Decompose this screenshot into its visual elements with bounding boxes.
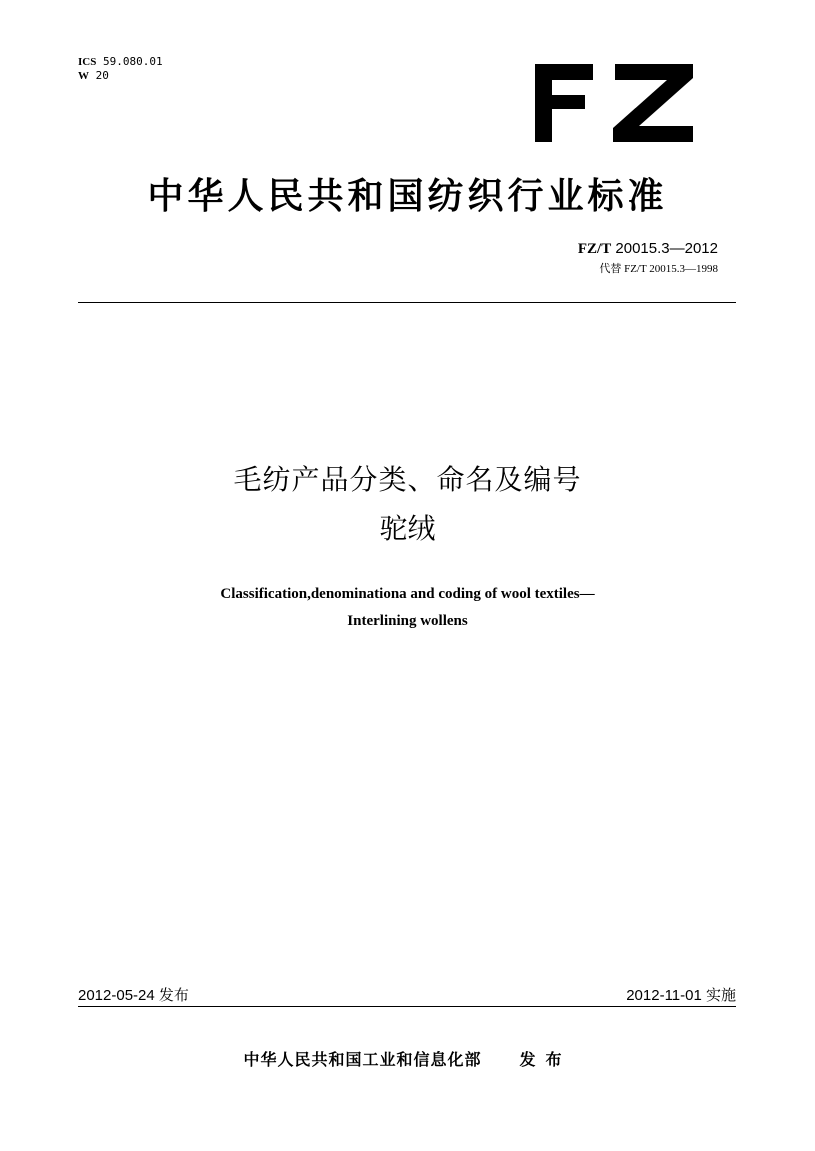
english-title (0, 581, 815, 635)
issuer-action: 发布 (519, 1050, 572, 1069)
w-code: 20 (95, 69, 109, 82)
implement-date: 2012-11-01 实施 (626, 987, 736, 1004)
footer-divider (78, 1006, 736, 1007)
replaces-standard: 代替 FZ/T 20015.3—1998 (599, 263, 718, 275)
ics-code: 59.080.01 (102, 55, 163, 68)
english-title-line1: Classification,denominationa and coding of wool textiles— (220, 586, 595, 602)
issuing-authority (0, 1047, 815, 1070)
w-label: W (78, 70, 89, 82)
classification-codes (78, 55, 163, 83)
standard-code-number: 20015.3—2012 (615, 240, 718, 257)
fz-logo (533, 60, 693, 142)
chinese-title: 毛纺产品分类、命名及编号 (233, 463, 582, 496)
w-line (78, 69, 163, 83)
standard-code (578, 240, 718, 258)
standard-code-prefix: FZ/T (577, 241, 612, 257)
ics-label: ICS (78, 56, 97, 68)
chinese-subtitle: 驼绒 (379, 512, 436, 545)
issuer-name: 中华人民共和国工业和信息化部 (243, 1050, 482, 1069)
issue-date: 2012-05-24 发布 (78, 987, 189, 1004)
ics-line (78, 55, 163, 69)
english-title-line2: Interlining wollens (347, 613, 468, 629)
standard-category-title: 中华人民共和国纺织行业标准 (147, 176, 668, 217)
header-divider (78, 302, 736, 303)
